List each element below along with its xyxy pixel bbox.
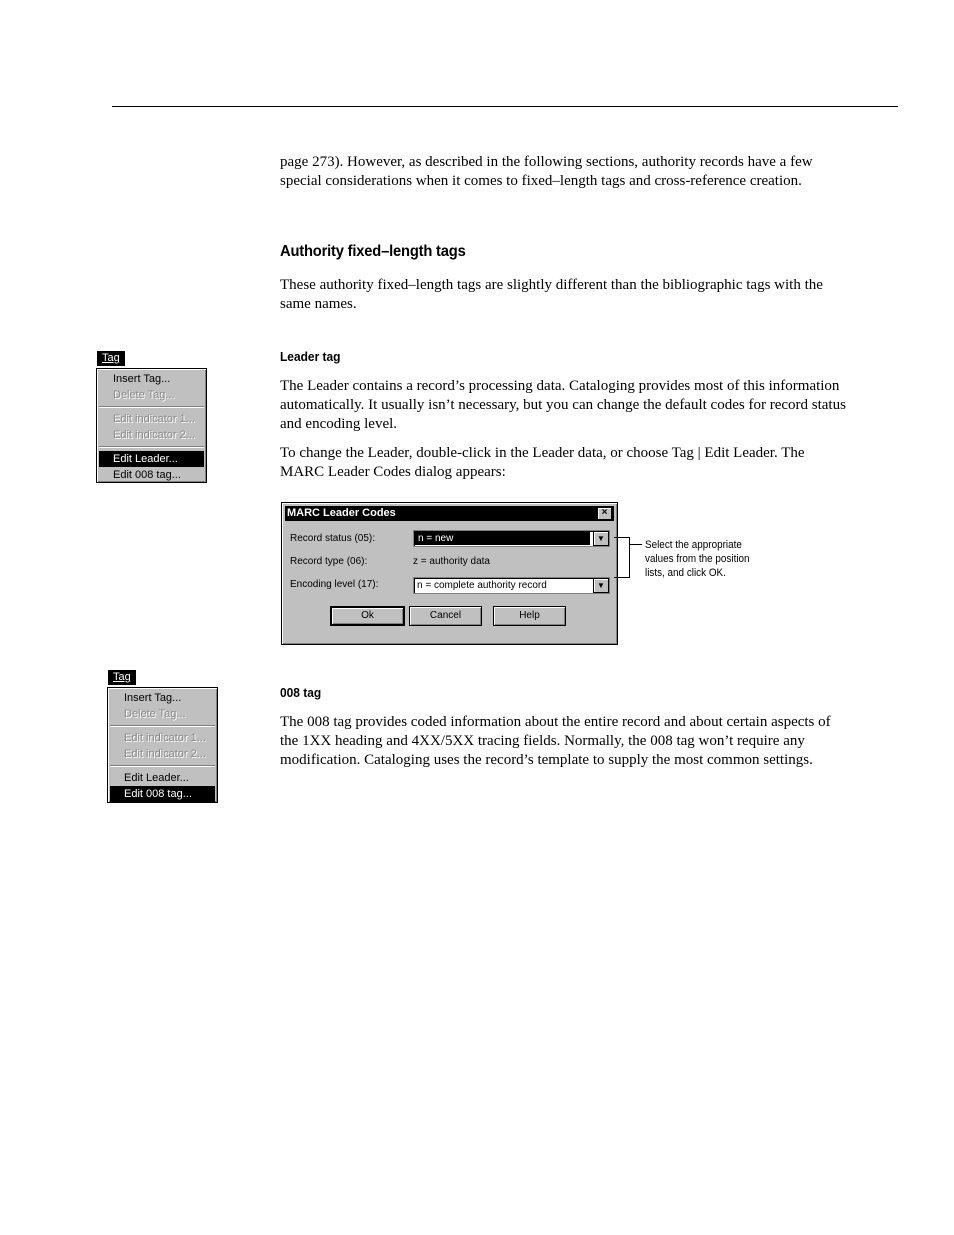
menu-delete-tag: Delete Tag... xyxy=(124,708,186,720)
menu-edit-leader[interactable]: Edit Leader... xyxy=(124,772,189,784)
menu-edit-indicator-2: Edit indicator 2... xyxy=(124,748,206,760)
dropdown-arrow-icon[interactable]: ▼ xyxy=(593,578,609,593)
encoding-level-select[interactable] xyxy=(413,577,610,594)
tag-menu-leader xyxy=(96,368,207,483)
dropdown-arrow-icon[interactable]: ▼ xyxy=(593,531,609,546)
section-paragraph: These authority fixed–length tags are slightly different than the bibliographic tags with the same names. xyxy=(280,277,823,312)
header-rule xyxy=(112,106,898,107)
callout-bracket-bottom xyxy=(614,577,629,578)
menu-edit-indicator-2: Edit indicator 2... xyxy=(113,429,195,441)
tag008-paragraph: The 008 tag provides coded information about the entire record and about certain aspects of the 1XX heading and 4XX/5XX tracing fields. Normally, the 008 tag won’t require any modification. Cataloging uses the record’s template to supply the most common settings. xyxy=(280,714,831,768)
callout-text: Select the appropriate values from the position lists, and click OK. xyxy=(645,539,750,579)
record-status-label: Record status (05): xyxy=(290,533,376,544)
record-type-value: z = authority data xyxy=(413,556,490,567)
menu-insert-tag[interactable]: Insert Tag... xyxy=(124,692,182,704)
record-status-select[interactable] xyxy=(413,530,610,547)
callout-leader-line xyxy=(630,544,642,545)
leader-paragraph-2: To change the Leader, double-click in the Leader data, or choose Tag | Edit Leader. The MARC Leader Codes dialog appears: xyxy=(280,445,805,480)
leader-heading: Leader tag xyxy=(280,349,341,364)
menu-separator xyxy=(99,406,204,408)
menu-edit-008[interactable]: Edit 008 tag... xyxy=(110,786,215,802)
cancel-button[interactable]: Cancel xyxy=(409,606,482,626)
dialog-title-bar xyxy=(285,506,614,521)
menu-edit-leader[interactable]: Edit Leader... xyxy=(99,451,204,467)
menu-separator xyxy=(110,765,215,767)
tag008-heading: 008 tag xyxy=(280,685,322,700)
record-type-label: Record type (06): xyxy=(290,556,368,567)
menu-edit-indicator-1: Edit indicator 1... xyxy=(124,732,206,744)
callout-bracket-top xyxy=(614,537,629,538)
leader-paragraph-1: The Leader contains a record’s processing data. Cataloging provides most of this information automatically. It usually isn’t necessary, but you can change the default codes for record status and encoding level. xyxy=(280,378,846,432)
marc-leader-dialog xyxy=(281,502,618,645)
menu-delete-tag: Delete Tag... xyxy=(113,389,175,401)
menu-insert-tag[interactable]: Insert Tag... xyxy=(113,373,171,385)
record-status-value: n = new xyxy=(415,532,590,545)
dialog-title: MARC Leader Codes xyxy=(287,507,396,519)
menu-edit-indicator-1: Edit indicator 1... xyxy=(113,413,195,425)
help-button[interactable]: Help xyxy=(493,606,566,626)
section-heading: Authority fixed–length tags xyxy=(280,243,466,260)
close-icon[interactable]: × xyxy=(597,507,612,520)
tag-menu-008 xyxy=(107,687,218,803)
menu-edit-008[interactable]: Edit 008 tag... xyxy=(113,469,181,481)
tag-menu-title[interactable]: Tag xyxy=(97,351,125,366)
intro-paragraph: page 273). However, as described in the following sections, authority records have a few special considerations when it comes to fixed–length tags and cross-reference creation. xyxy=(280,154,813,189)
encoding-level-label: Encoding level (17): xyxy=(290,579,379,590)
menu-separator xyxy=(110,725,215,727)
tag-menu-title[interactable]: Tag xyxy=(108,670,136,685)
encoding-level-value: n = complete authority record xyxy=(417,580,547,591)
menu-separator xyxy=(99,446,204,448)
ok-button[interactable]: Ok xyxy=(330,606,405,626)
